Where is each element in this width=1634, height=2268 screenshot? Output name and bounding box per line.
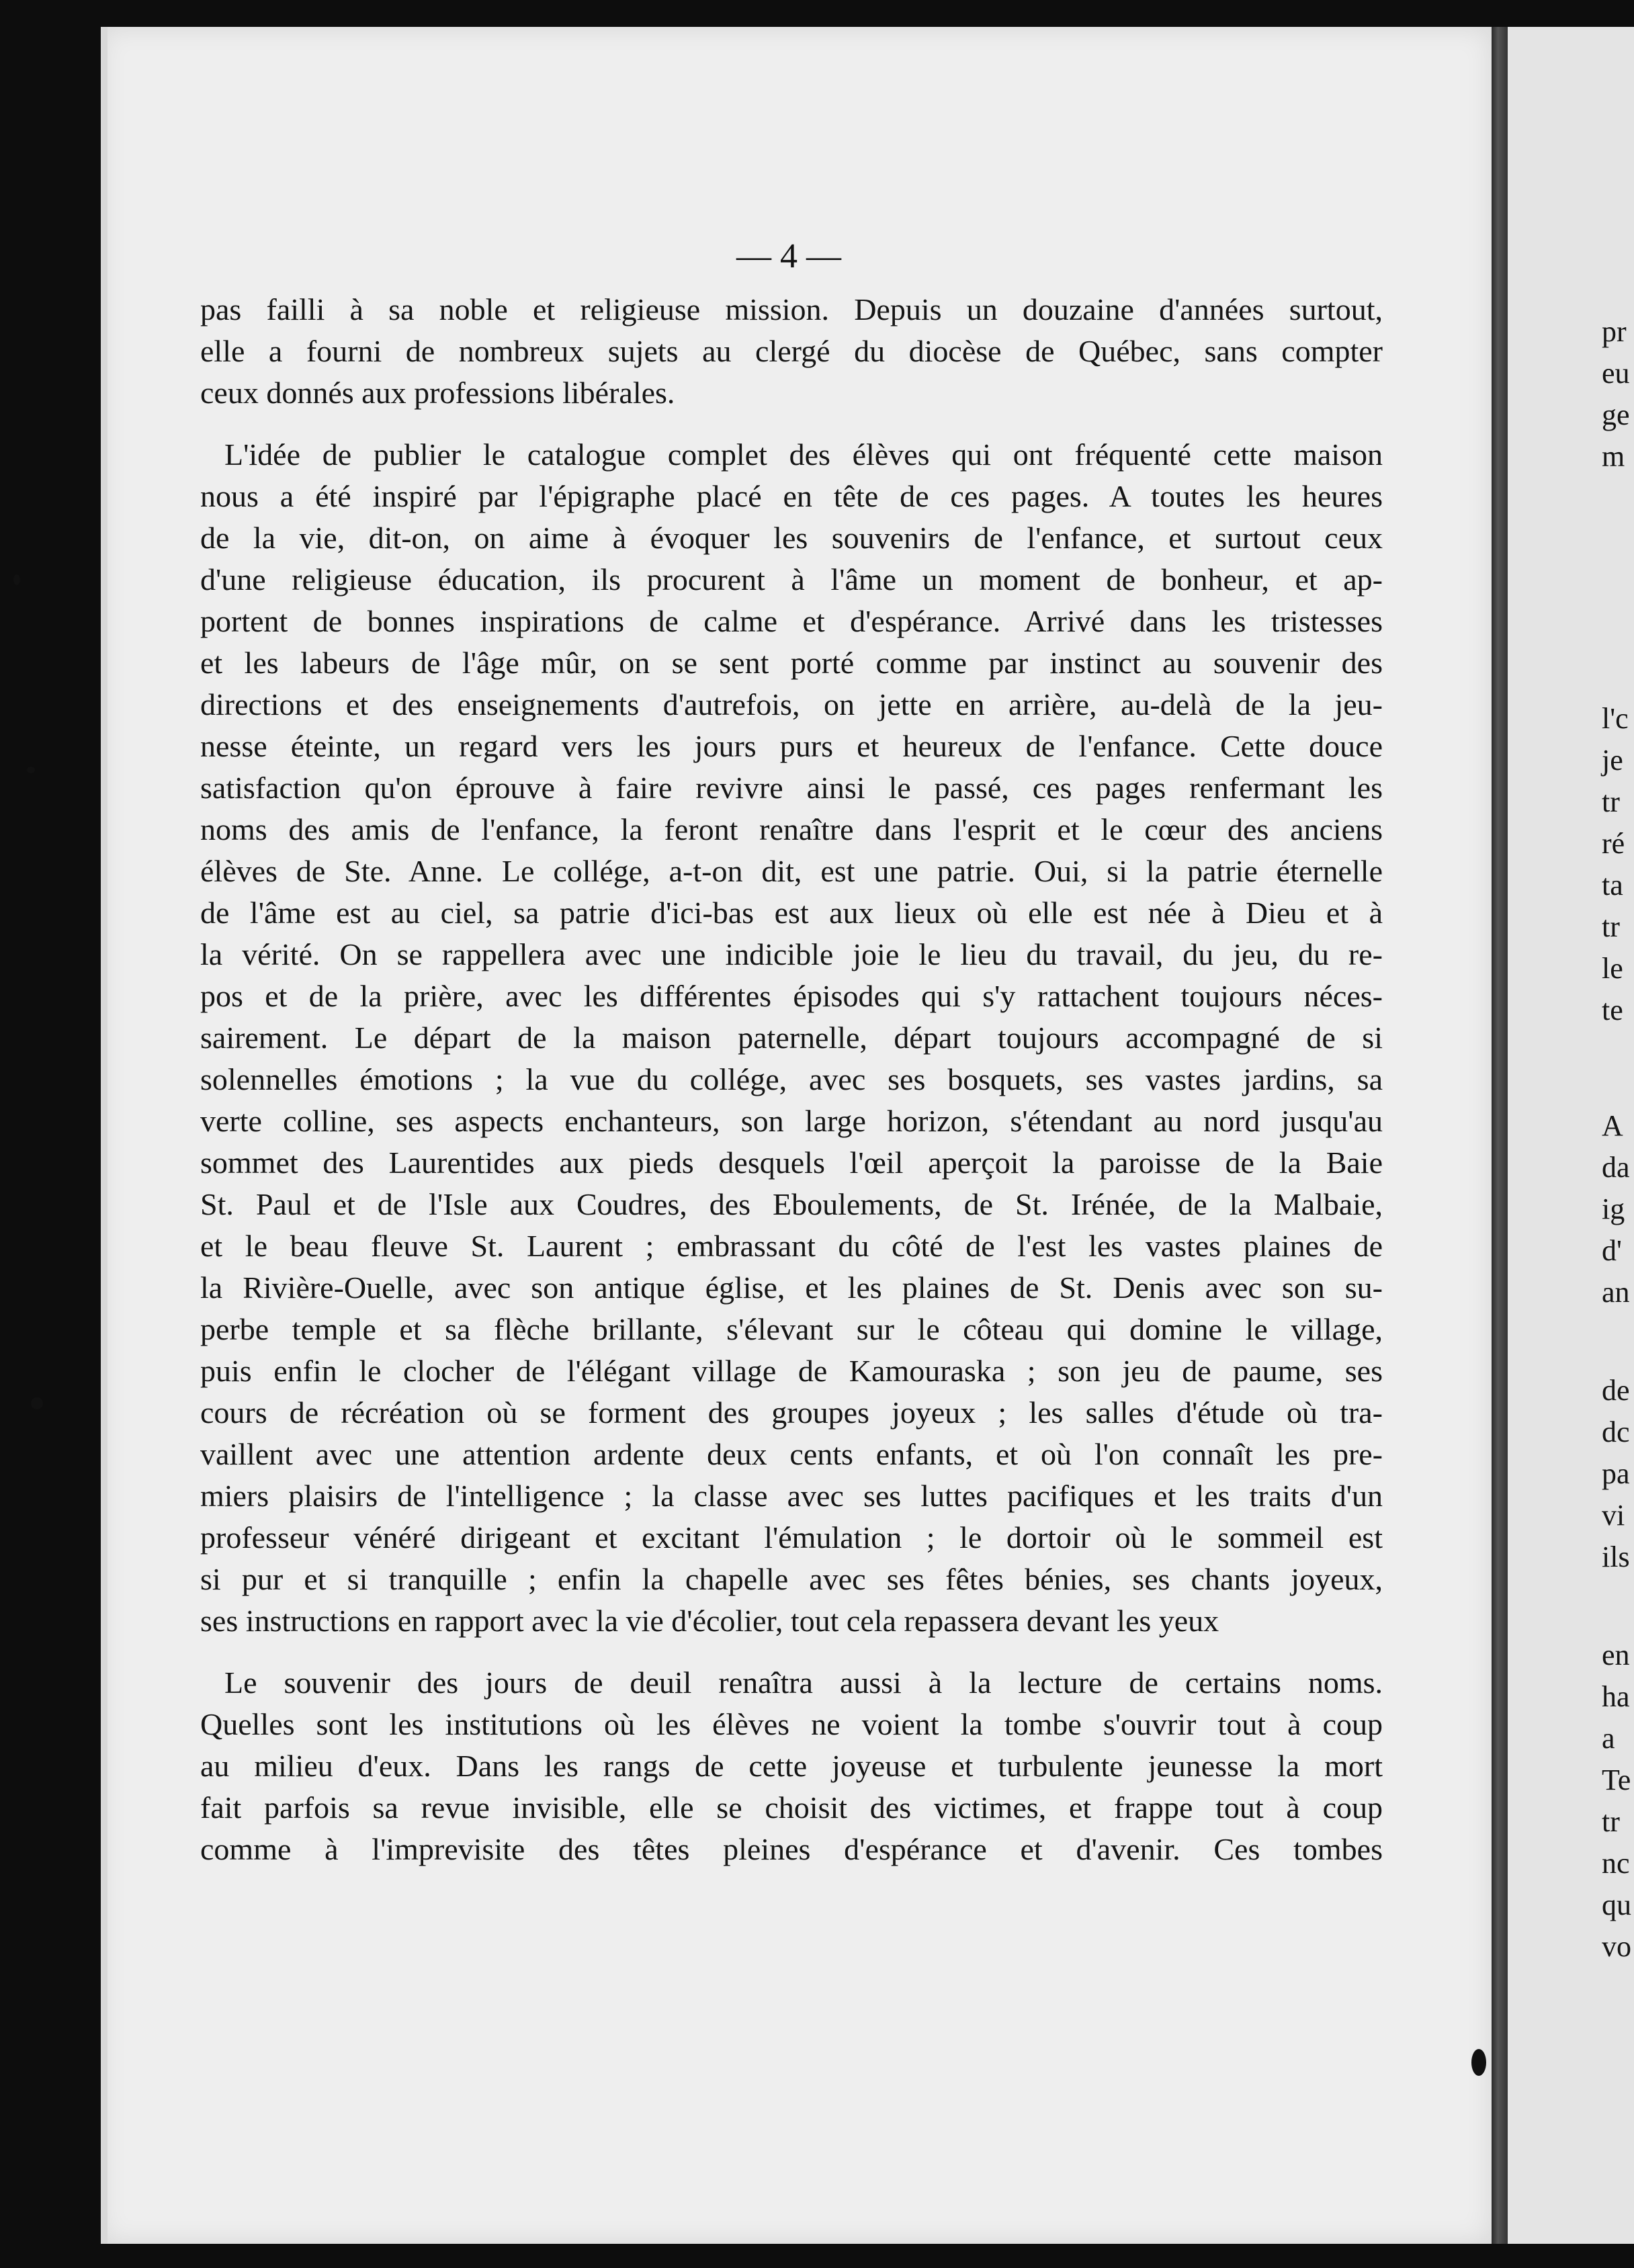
fragment: ig [1602,1192,1625,1225]
fragment: pa [1602,1457,1630,1490]
text-line: si pur et si tranquille ; enfin la chapelle avec ses fêtes bénies, ses chants joyeux, [200,1562,1383,1596]
fragment: a [1602,1722,1615,1755]
paragraph [200,1662,1383,1870]
text-line: pos et de la prière, avec les différentes épisodes qui s'y rattachent toujours néces- [200,979,1383,1013]
ink-spot [13,574,20,585]
text-line: la Rivière-Ouelle, avec son antique église, et les plaines de St. Denis avec son su- [200,1270,1383,1305]
fragment: l'c [1602,702,1629,735]
fragment: ils [1602,1540,1630,1573]
text-line: ceux donnés aux professions libérales. [200,376,675,410]
text-line: de l'âme est au ciel, sa patrie d'ici-bas est aux lieux où elle est née à Dieu et à [200,896,1383,930]
fragment: pr [1602,315,1627,348]
fragment: ha [1602,1680,1630,1713]
fragment: vi [1602,1499,1625,1532]
fragment: d' [1602,1234,1622,1267]
fragment: nc [1602,1847,1630,1880]
text-line: sairement. Le départ de la maison paternelle, départ toujours accompagné de si [200,1020,1383,1055]
text-line: professeur vénéré dirigeant et excitant l'émulation ; le dortoir où le sommeil est [200,1520,1383,1555]
book-gutter [1492,27,1508,2244]
ink-spot [27,767,35,773]
text-line: comme à l'imprevisite des têtes pleines d'espérance et d'avenir. Ces tombes [200,1832,1383,1866]
text-line: et le beau fleuve St. Laurent ; embrassant du côté de l'est les vastes plaines de [200,1229,1383,1263]
fragment: ré [1602,827,1625,860]
text-line: la vérité. On se rappellera avec une indicible joie le lieu du travail, du jeu, du re- [200,937,1383,971]
text-line: de la vie, dit-on, on aime à évoquer les souvenirs de l'enfance, et surtout ceux [200,521,1383,555]
text-line: sommet des Laurentides aux pieds desquels l'œil aperçoit la paroisse de la Baie [200,1145,1383,1180]
ink-spot [31,1397,43,1409]
fragment: ta [1602,869,1623,902]
page-number: — 4 — [736,237,841,275]
ink-spot [1471,2049,1486,2076]
text-line: miers plaisirs de l'intelligence ; la classe avec ses luttes pacifiques et les traits d'un [200,1479,1383,1513]
text-line: au milieu d'eux. Dans les rangs de cette joyeuse et turbulente jeunesse la mort [200,1749,1383,1783]
text-line: elle a fourni de nombreux sujets au clergé du diocèse de Québec, sans compter [200,334,1383,368]
text-line: vaillent avec une attention ardente deux cents enfants, et où l'on connaît les pre- [200,1437,1383,1471]
fragment: m [1602,440,1625,473]
fragment: A [1602,1109,1623,1142]
text-line: et les labeurs de l'âge mûr, on se sent porté comme par instinct au souvenir des [200,646,1383,680]
text-line: L'idée de publier le catalogue complet des élèves qui ont fréquenté cette maison [224,437,1383,472]
fragment: je [1602,744,1623,777]
fragment: te [1602,994,1623,1027]
fragment: an [1602,1276,1630,1309]
fragment: tr [1602,910,1620,943]
text-line: perbe temple et sa flèche brillante, s'élevant sur le côteau qui domine le village, [200,1312,1383,1346]
paragraph [200,434,1383,1642]
text-line: verte colline, ses aspects enchanteurs, son large horizon, s'étendant au nord jusqu'au [200,1104,1383,1138]
text-line: Quelles sont les institutions où les élèves ne voient la tombe s'ouvrir tout à coup [200,1707,1383,1741]
text-line: puis enfin le clocher de l'élégant village de Kamouraska ; son jeu de paume, ses [200,1354,1383,1388]
body-text [200,289,1383,1870]
text-line: directions et des enseignements d'autrefois, on jette en arrière, au-delà de la jeu- [200,687,1383,722]
fragment: qu [1602,1888,1631,1921]
text-line: d'une religieuse éducation, ils procurent à l'âme un moment de bonheur, et ap- [200,562,1383,597]
fragment: eu [1602,357,1630,390]
fragment: tr [1602,1805,1620,1838]
text-line: noms des amis de l'enfance, la feront renaître dans l'esprit et le cœur des anciens [200,812,1383,846]
text-line: élèves de Ste. Anne. Le collége, a-t-on dit, est une patrie. Oui, si la patrie éternelle [200,854,1383,888]
text-line: satisfaction qu'on éprouve à faire revivre ainsi le passé, ces pages renfermant les [200,771,1383,805]
fragment: da [1602,1151,1630,1184]
text-line: ses instructions en rapport avec la vie d'écolier, tout cela repassera devant les yeux [200,1604,1219,1638]
fragment: dc [1602,1415,1630,1448]
text-line: nous a été inspiré par l'épigraphe placé en tête de ces pages. A toutes les heures [200,479,1383,513]
text-line: nesse éteinte, un regard vers les jours purs et heureux de l'enfance. Cette douce [200,729,1383,763]
text-line: portent de bonnes inspirations de calme et d'espérance. Arrivé dans les tristesses [200,604,1383,638]
text-line: St. Paul et de l'Isle aux Coudres, des Eboulements, de St. Irénée, de la Malbaie, [200,1187,1383,1221]
paragraph [200,289,1383,414]
fragment: vo [1602,1930,1631,1963]
text-line: cours de récréation où se forment des groupes joyeux ; les salles d'étude où tra- [200,1395,1383,1430]
text-line: solennelles émotions ; la vue du collége, avec ses bosquets, ses vastes jardins, sa [200,1062,1383,1096]
fragment: tr [1602,785,1620,818]
fragment: ge [1602,398,1630,431]
fragment: Te [1602,1763,1631,1796]
text-line: fait parfois sa revue invisible, elle se choisit des victimes, et frappe tout à coup [200,1790,1383,1825]
fragment: le [1602,952,1623,985]
fragment: en [1602,1639,1630,1671]
text-line: pas failli à sa noble et religieuse mission. Depuis un douzaine d'années surtout, [200,292,1383,326]
fragment: de [1602,1374,1630,1407]
text-line: Le souvenir des jours de deuil renaîtra aussi à la lecture de certains noms. [224,1665,1383,1700]
